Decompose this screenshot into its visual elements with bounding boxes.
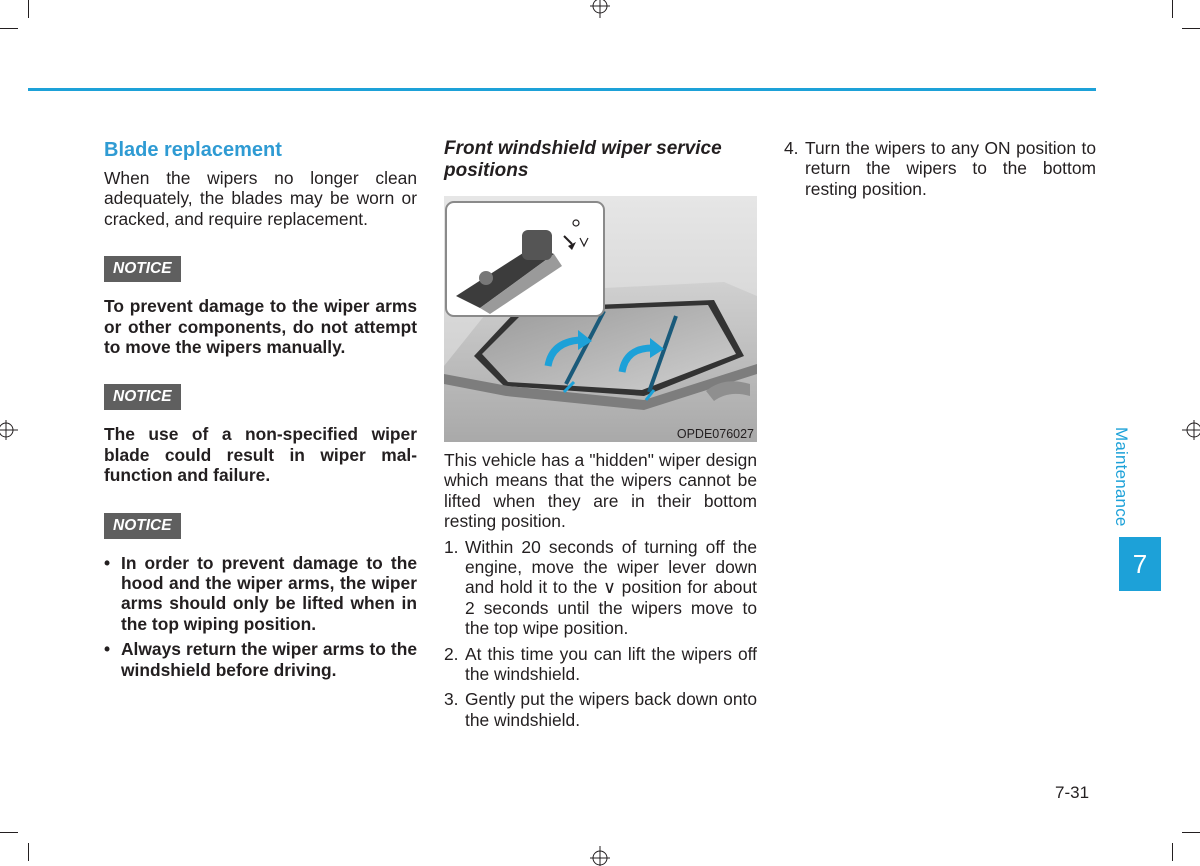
right-column — [784, 138, 1096, 204]
registration-mark — [0, 420, 18, 440]
crop-mark — [1182, 28, 1200, 29]
bullet-icon: • — [104, 639, 111, 660]
list-item — [104, 553, 417, 635]
figure-code: OPDE076027 — [676, 427, 754, 441]
notice-text: The use of a non-specified wiper blade could result in wiper mal-function and failure. — [104, 424, 417, 486]
list-item — [444, 689, 757, 730]
list-item — [444, 644, 757, 685]
notice-text: To prevent damage to the wiper arms or other components, do not attempt to move the wipers manually. — [104, 296, 417, 358]
step-number: 3. — [444, 689, 459, 710]
section-heading: Front windshield wiper service positions — [444, 138, 722, 181]
list-item — [784, 138, 1096, 199]
list-item — [104, 639, 417, 680]
bullet-text: Always return the wiper arms to the windshield before driving. — [121, 639, 417, 680]
steps-list — [444, 537, 757, 731]
step-text: Gently put the wipers back down onto the windshield. — [465, 689, 757, 730]
car-windshield-drawing — [444, 196, 757, 442]
step-number: 4. — [784, 138, 799, 158]
registration-mark — [1182, 420, 1200, 440]
notice-label: NOTICE — [104, 513, 181, 539]
middle-column — [444, 138, 757, 735]
chapter-title: Maintenance — [1112, 427, 1131, 527]
step-text: Within 20 seconds of turning off the engine, move the wiper lever down and hold it to the ∨ position for about 2 seconds until the wipers move to the top wipe position. — [465, 536, 757, 639]
crop-mark — [0, 28, 18, 29]
page-number: 7-31 — [1055, 783, 1090, 802]
header-rule — [28, 88, 1096, 91]
left-column — [104, 138, 417, 685]
list-item — [444, 537, 757, 639]
chapter-number-tab: 7 — [1119, 537, 1161, 591]
step-text: At this time you can lift the wipers off the windshield. — [465, 643, 757, 685]
crop-mark — [1182, 832, 1200, 833]
crop-mark — [28, 843, 29, 861]
notice-label: NOTICE — [104, 384, 181, 410]
intro-paragraph: When the wipers no longer clean adequately, the blades may be worn or cracked, and require replacement. — [104, 168, 417, 229]
notice-label: NOTICE — [104, 256, 181, 282]
step-number: 2. — [444, 643, 459, 664]
crop-mark — [1172, 843, 1173, 861]
wiper-illustration — [444, 196, 757, 442]
step-number: 1. — [444, 536, 459, 557]
crop-mark — [1172, 0, 1173, 18]
bullet-text: In order to prevent damage to the hood and the wiper arms, the wiper arms should only be lifted when in the top wiping position. — [121, 552, 417, 634]
intro-paragraph: This vehicle has a "hidden" wiper design which means that the wipers cannot be lifted when they are in their bottom resting position. — [444, 450, 757, 532]
crop-mark — [0, 832, 18, 833]
steps-list — [784, 138, 1096, 199]
registration-mark — [590, 846, 610, 866]
bullet-icon: • — [104, 552, 111, 573]
crop-mark — [28, 0, 29, 18]
section-heading: Blade replacement — [104, 139, 282, 161]
step-text: Turn the wipers to any ON position to return the wipers to the bottom resting position. — [805, 138, 1096, 199]
chapter-side-label — [1112, 427, 1153, 537]
registration-mark — [590, 0, 610, 18]
notice-bullet-list — [104, 553, 417, 680]
